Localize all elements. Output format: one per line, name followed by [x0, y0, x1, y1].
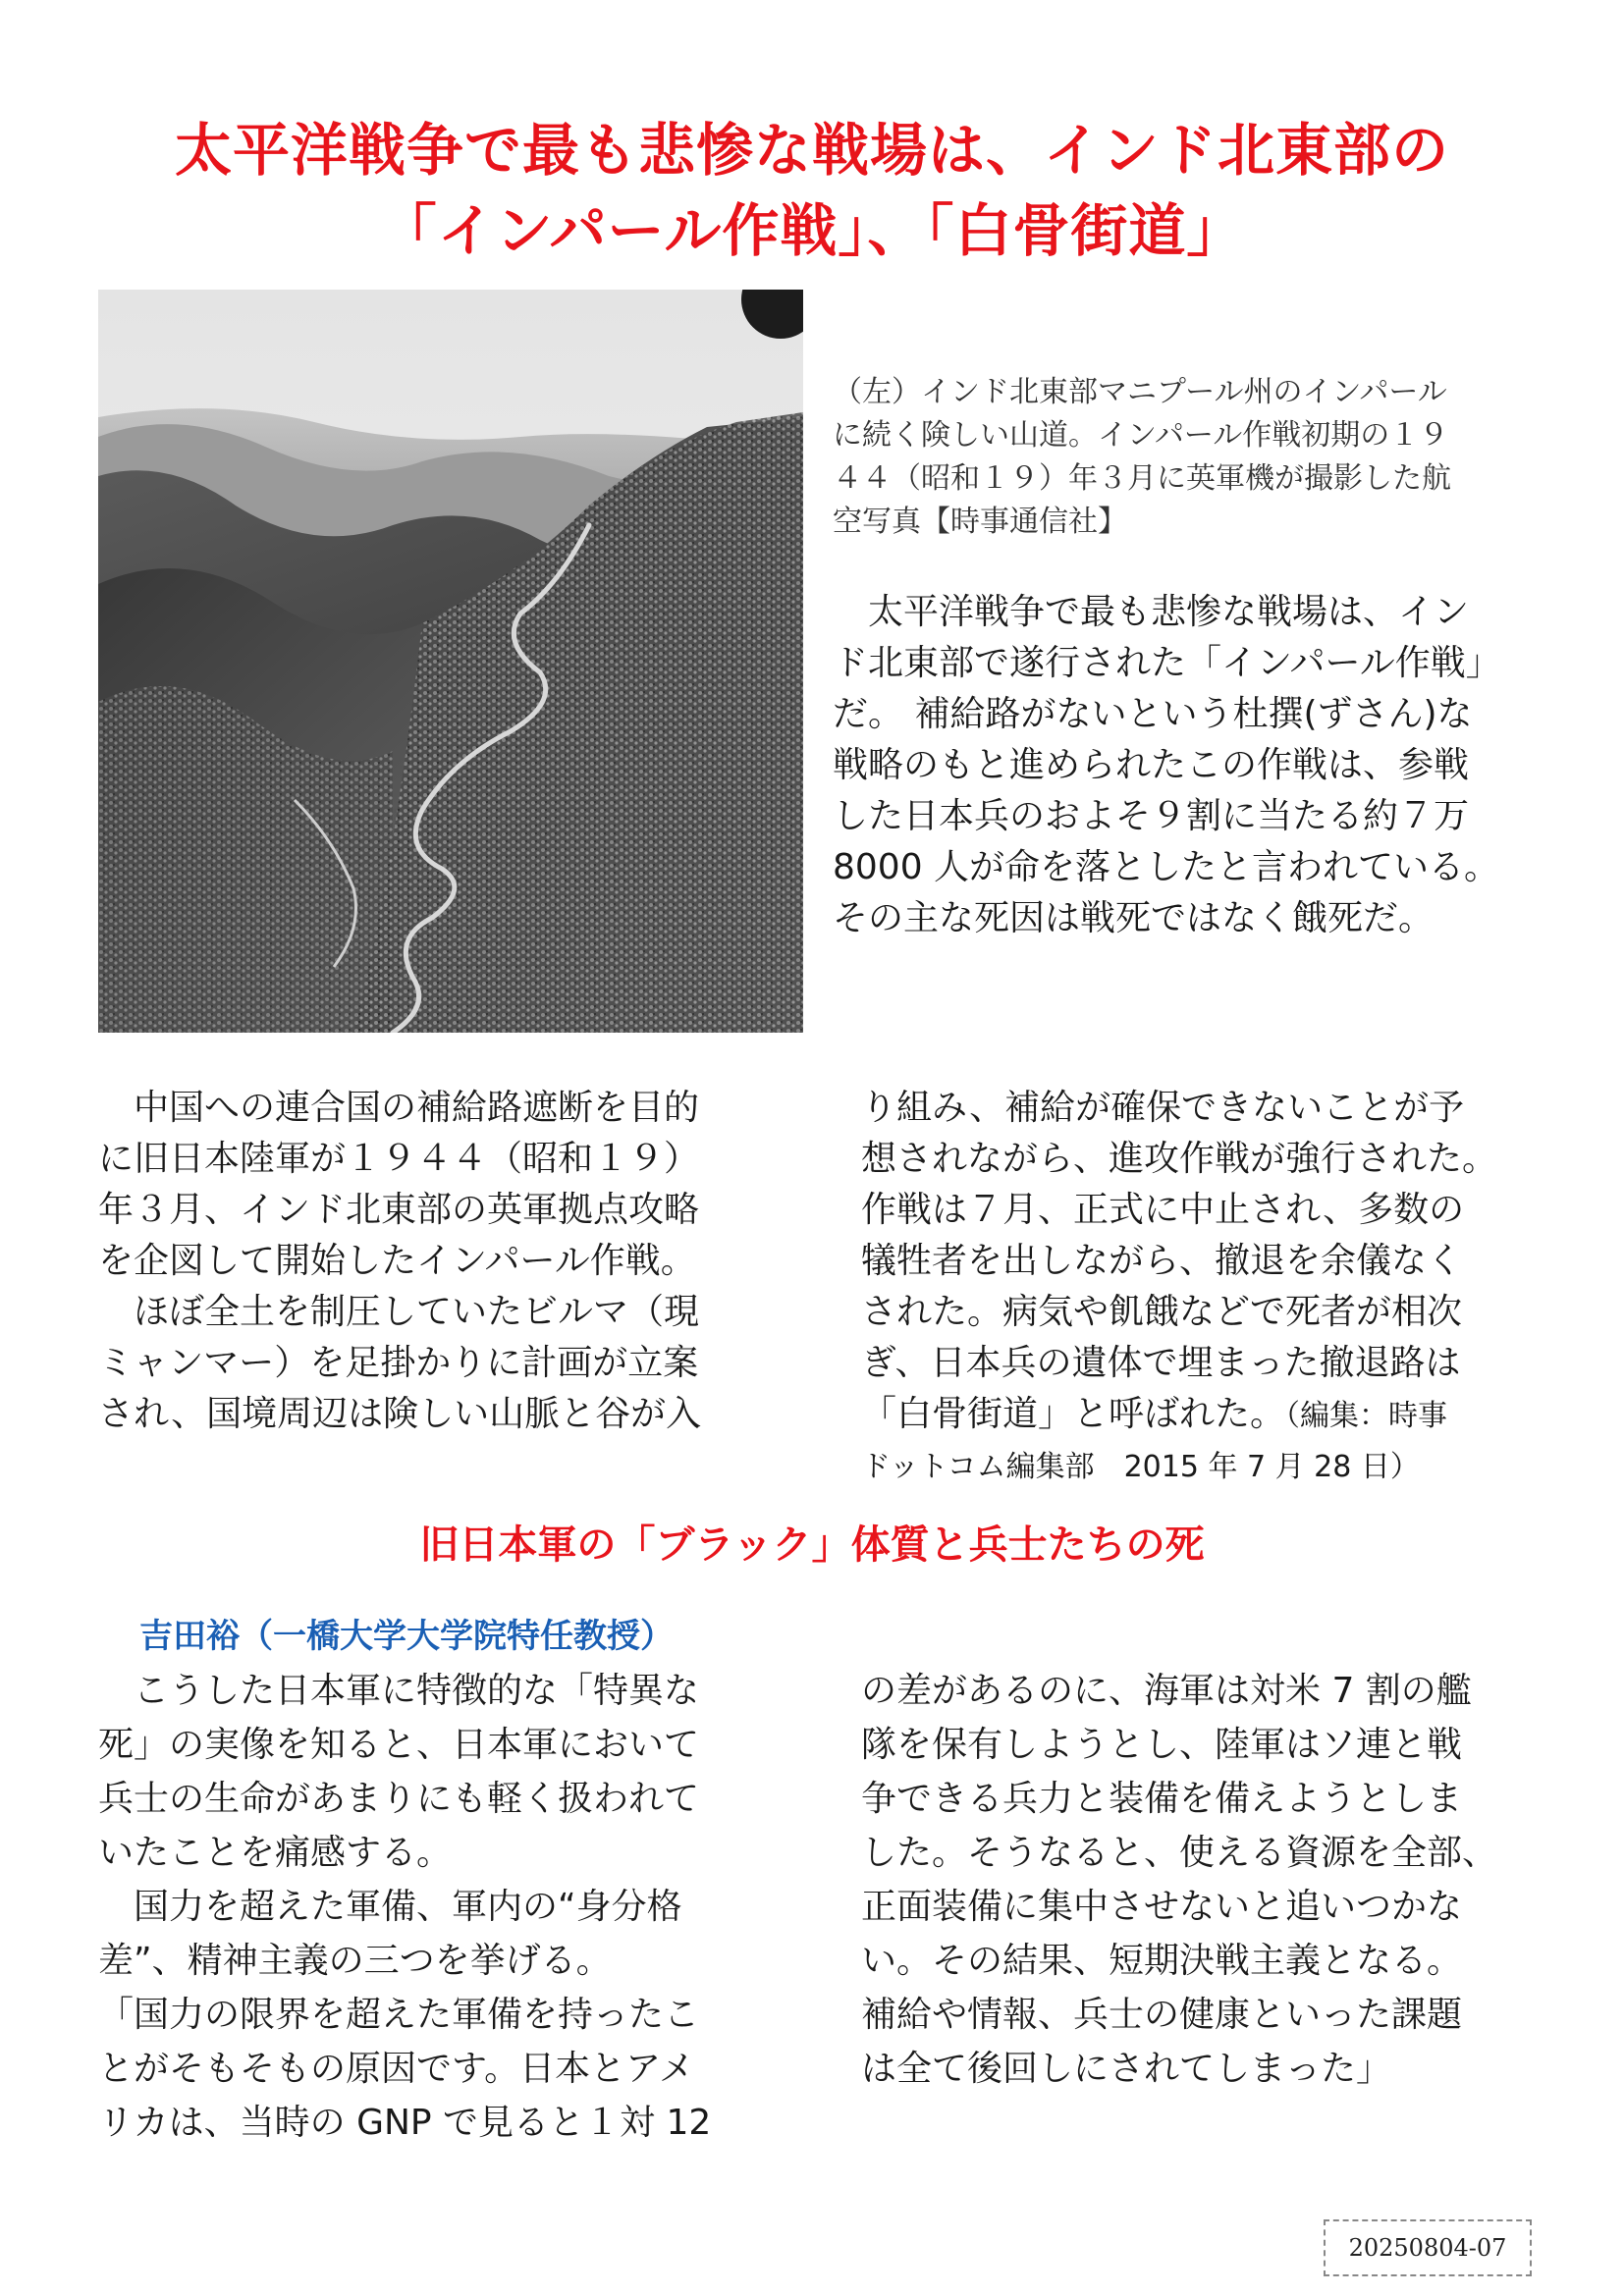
- text-line: 中国への連合国の補給路遮断を目的: [98, 1088, 700, 1128]
- caption-line: 空写真【時事通信社】: [833, 505, 1127, 539]
- text-line: い。その結果、短期決戦主義となる。: [861, 1941, 1463, 1981]
- text-line: 争できる兵力と装備を備えようとしま: [861, 1779, 1463, 1819]
- lead-paragraph: [833, 587, 1501, 944]
- text-line: 太平洋戦争で最も悲惨な戦場は、イン: [833, 592, 1470, 632]
- mountain-road-aerial-photo: [98, 290, 803, 1033]
- text-line: いたことを痛感する。: [98, 1833, 453, 1873]
- text-line: 国力を超えた軍備、軍内の“身分格: [98, 1887, 682, 1927]
- article1-column-right: [861, 1083, 1497, 1493]
- caption-line: に続く険しい山道。インパール作戦初期の１９: [833, 418, 1449, 453]
- text-line: ほぼ全土を制圧していたビルマ（現: [98, 1292, 700, 1332]
- text-line: 年３月、インド北東部の英軍拠点攻略: [98, 1190, 700, 1230]
- text-line: を企図して開始したインパール作戦。: [98, 1241, 696, 1281]
- text-line-part: 「白骨街道」と呼ばれた。: [861, 1394, 1286, 1434]
- text-line: に旧日本陸軍が１９４４（昭和１９）: [98, 1139, 700, 1179]
- text-line: 兵士の生命があまりにも軽く扱われて: [98, 1779, 700, 1819]
- source-credit: （編集：時事: [1285, 1399, 1448, 1433]
- text-line: した日本兵のおよそ９割に当たる約７万: [833, 796, 1470, 836]
- text-line: 作戦は７月、正式に中止され、多数の: [861, 1190, 1465, 1230]
- text-line: 「国力の限界を超えた軍備を持ったこ: [98, 1995, 700, 2035]
- text-line: 隊を保有しようとし、陸軍はソ連と戦: [861, 1725, 1463, 1765]
- text-line: 死」の実像を知ると、日本軍において: [98, 1725, 700, 1765]
- text-line: され、国境周辺は険しい山脈と谷が入: [98, 1394, 702, 1434]
- text-line: 8000 人が命を落としたと言われている。: [833, 847, 1500, 887]
- text-line: こうした日本軍に特徴的な「特異な: [98, 1671, 700, 1711]
- text-line: リカは、当時の GNP で見ると１対 12: [98, 2103, 712, 2143]
- source-credit-line: ドットコム編集部 2015 年 7 月 28 日）: [861, 1450, 1420, 1484]
- text-line: された。病気や飢餓などで死者が相次: [861, 1292, 1463, 1332]
- caption-line: ４４（昭和１９）年３月に英軍機が撮影した航: [833, 461, 1451, 496]
- article2-column-right: [861, 1664, 1497, 2096]
- caption-line: （左）インド北東部マニプール州のインパール: [833, 375, 1447, 409]
- text-line: 差”、精神主義の三つを挙げる。: [98, 1941, 612, 1981]
- document-id-stamp: 20250804-07: [1324, 2219, 1532, 2276]
- text-line: だ。 補給路がないという杜撰(ずさん)な: [833, 694, 1473, 734]
- section-subtitle: 旧日本軍の「ブラック」体質と兵士たちの死: [419, 1522, 1205, 1568]
- text-line: は全て後回しにされてしまった」: [861, 2049, 1392, 2089]
- text-line: ド北東部で遂行された「インパール作戦」: [833, 643, 1501, 683]
- text-line: その主な死因は戦死ではなく餓死だ。: [833, 898, 1435, 938]
- text-line: ミャンマー）を足掛かりに計画が立案: [98, 1343, 699, 1383]
- article1-column-left: [98, 1083, 701, 1440]
- text-line: の差があるのに、海軍は対米 7 割の艦: [861, 1671, 1472, 1711]
- text-line: [861, 1389, 1497, 1442]
- text-line: した。そうなると、使える資源を全部、: [861, 1833, 1498, 1873]
- text-line: 補給や情報、兵士の健康といった課題: [861, 1995, 1463, 2035]
- photo-caption: [833, 371, 1540, 544]
- text-line: 犠牲者を出しながら、撤退を余儀なく: [861, 1241, 1463, 1281]
- page-title-line-1: 太平洋戦争で最も悲惨な戦場は、インド北東部の: [174, 117, 1449, 184]
- article2-column-left: [98, 1664, 711, 2150]
- text-line: り組み、補給が確保できないことが予: [861, 1088, 1465, 1128]
- text-line: 想されながら、進攻作戦が強行された。: [861, 1139, 1498, 1179]
- text-line: 戦略のもと進められたこの作戦は、参戦: [833, 745, 1470, 785]
- page-title-line-2: 「インパール作戦」、「白骨街道」: [379, 197, 1245, 264]
- text-line: ぎ、日本兵の遺体で埋まった撤退路は: [861, 1343, 1461, 1383]
- text-line: とがそもそもの原因です。日本とアメ: [98, 2049, 694, 2089]
- author-byline: 吉田裕（一橋大学大学院特任教授）: [139, 1617, 674, 1656]
- text-line: 正面装備に集中させないと追いつかな: [861, 1887, 1463, 1927]
